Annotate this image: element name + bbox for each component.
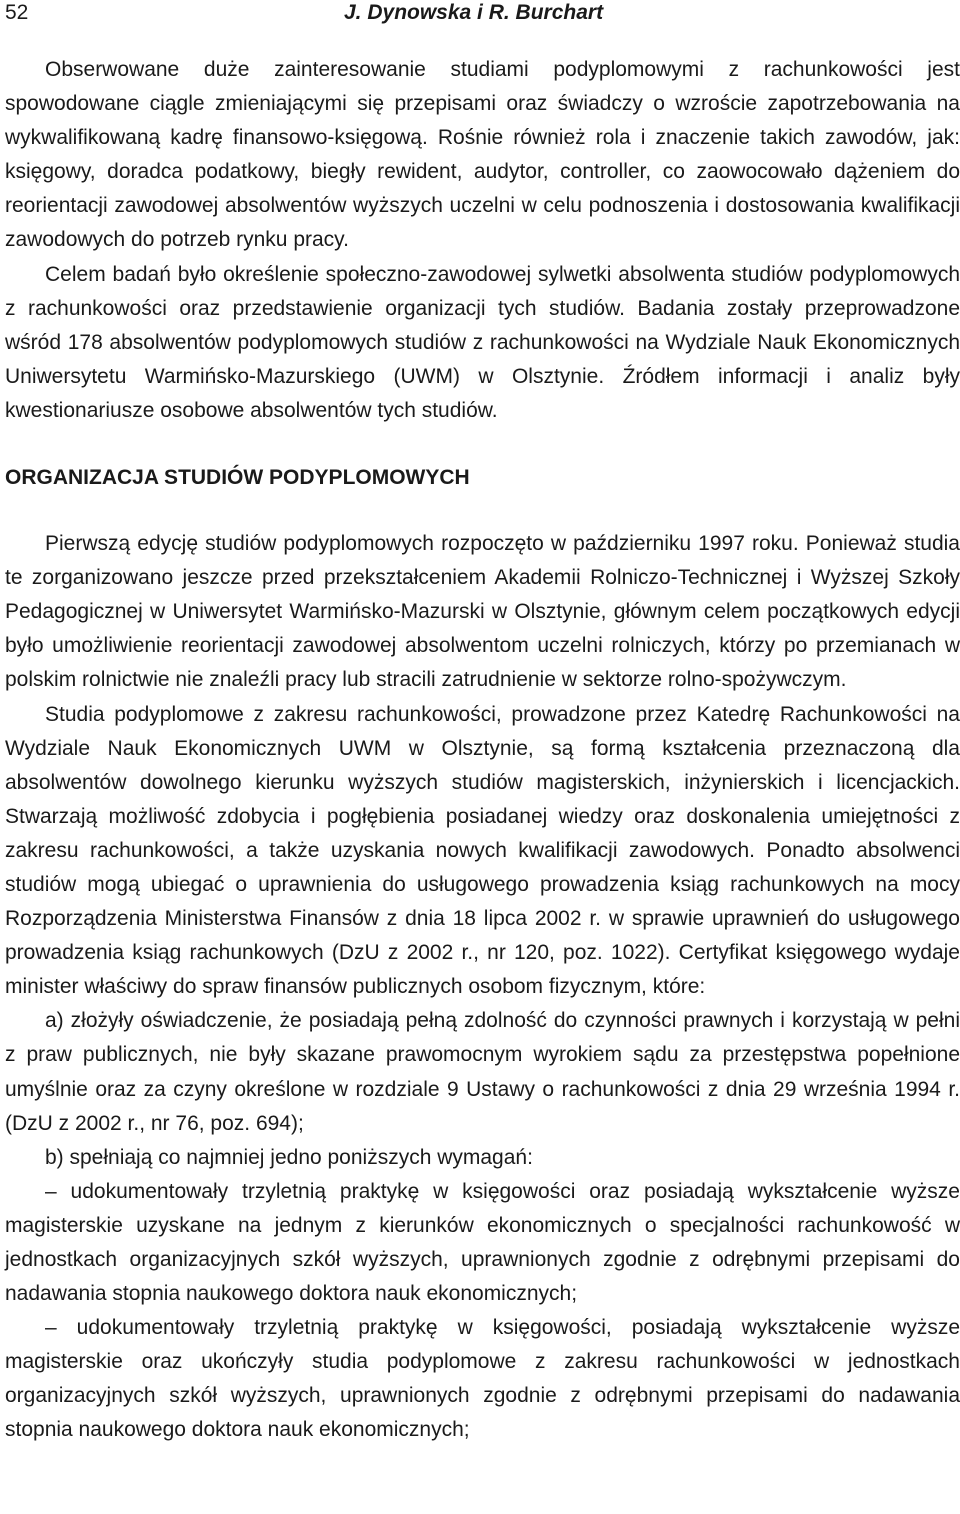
running-head: J. Dynowska i R. Burchart	[344, 1, 604, 24]
body-paragraph: Celem badań było określenie społeczno-zawodowej sylwetki absolwenta studiów podyplomowych z rachunkowości oraz przedstawienie organizacji tych studiów. Badania zostały przeprowadzone wśród 178 absolwentów podyplomowych studiów z rachunkowości na Wydziale Nauk Ekonomicznych Uniwersytetu Warmińsko-Mazurskiego (UWM) w Olsztynie. Źródłem informacji i analiz były kwestionariusze osobowe absolwentów tych studiów.	[5, 262, 960, 422]
list-item: – udokumentowały trzyletnią praktykę w księgowości oraz posiadają wykształcenie wyższe magisterskie uzyskane na jednym z kierunków ekonomicznych o specjalności rachunkowość w jednostkach organizacyjnych szkół wyższych, uprawnionych zgodnie z odrębnymi przepisami do nadawania stopnia naukowego doktora nauk ekonomicznych;	[5, 1179, 960, 1306]
body-paragraph: Pierwszą edycję studiów podyplomowych rozpoczęto w październiku 1997 roku. Ponieważ studia te zorganizowano jeszcze przed przekształceniem Akademii Rolniczo-Technicznej i Wyższej Szkoły Pedagogicznej w Uniwersytet Warmińsko-Mazurski w Olsztynie, głównym celem początkowych edycji było umożliwienie reorientacji zawodowej absolwentom uczelni rolniczych, którzy po przemianach w polskim rolnictwie nie znaleźli pracy lub stracili zatrudnienie w sektorze rolno-spożywczym.	[5, 532, 960, 692]
body-paragraph: Studia podyplomowe z zakresu rachunkowości, prowadzone przez Katedrę Rachunkowości na Wydziale Nauk Ekonomicznych UWM w Olsztynie, są formą kształcenia przeznaczoną dla absolwentów dowolnego kierunku wyższych studiów magisterskich, inżynierskich i licencjackich. Stwarzają możliwość zdobycia i pogłębienia posiadanej wiedzy oraz doskonalenia umiejętności z zakresu rachunkowości, a także uzyskania nowych kwalifikacji zawodowych. Ponadto absolwenci studiów mogą ubiegać o uprawnienia do usługowego prowadzenia ksiąg rachunkowych na mocy Rozporządzenia Ministerstwa Finansów z dnia 18 lipca 2002 r. w sprawie uprawnień do usługowego prowadzenia ksiąg rachunkowych (DzU z 2002 r., nr 120, poz. 1022). Certyfikat księgowego wydaje minister właściwy do spraw finansów publicznych osobom fizycznym, które:	[5, 702, 960, 999]
list-item: a) złożyły oświadczenie, że posiadają pełną zdolność do czynności prawnych i korzystają w pełni z praw publicznych, nie były skazane prawomocnym wyrokiem sądu za przestępstwa popełnione umyślnie oraz za czyny określone w rozdziale 9 Ustawy o rachunkowości z dnia 29 września 1994 r. (DzU z 2002 r., nr 76, poz. 694);	[5, 1009, 960, 1135]
list-item: b) spełniają co najmniej jedno poniższych wymagań:	[45, 1145, 533, 1169]
document-page	[5, 0, 960, 1448]
page-number: 52	[5, 1, 29, 24]
intro-section	[5, 53, 960, 428]
page-header	[5, 0, 960, 26]
list-item: – udokumentowały trzyletnią praktykę w księgowości, posiadają wykształcenie wyższe magisterskie oraz ukończyły studia podyplomowe z zakresu rachunkowości w jednostkach organizacyjnych szkół wyższych, uprawnionych zgodnie z odrębnymi przepisami do nadawania stopnia naukowego doktora nauk ekonomicznych;	[5, 1316, 960, 1442]
section-body	[5, 527, 960, 1448]
section-heading: ORGANIZACJA STUDIÓW PODYPLOMOWYCH	[5, 466, 470, 490]
body-paragraph: Obserwowane duże zainteresowanie studiami podyplomowymi z rachunkowości jest spowodowane ciągle zmieniającymi się przepisami oraz świadczy o wzroście zapotrzebowania na wykwalifikowaną kadrę finansowo-księgową. Rośnie również rola i znaczenie takich zawodów, jak: księgowy, doradca podatkowy, biegły rewident, audytor, controller, co zaowocowało dążeniem do reorientacji zawodowej absolwentów wyższych uczelni w celu podnoszenia i dostosowania kwalifikacji zawodowych do potrzeb rynku pracy.	[5, 58, 960, 252]
